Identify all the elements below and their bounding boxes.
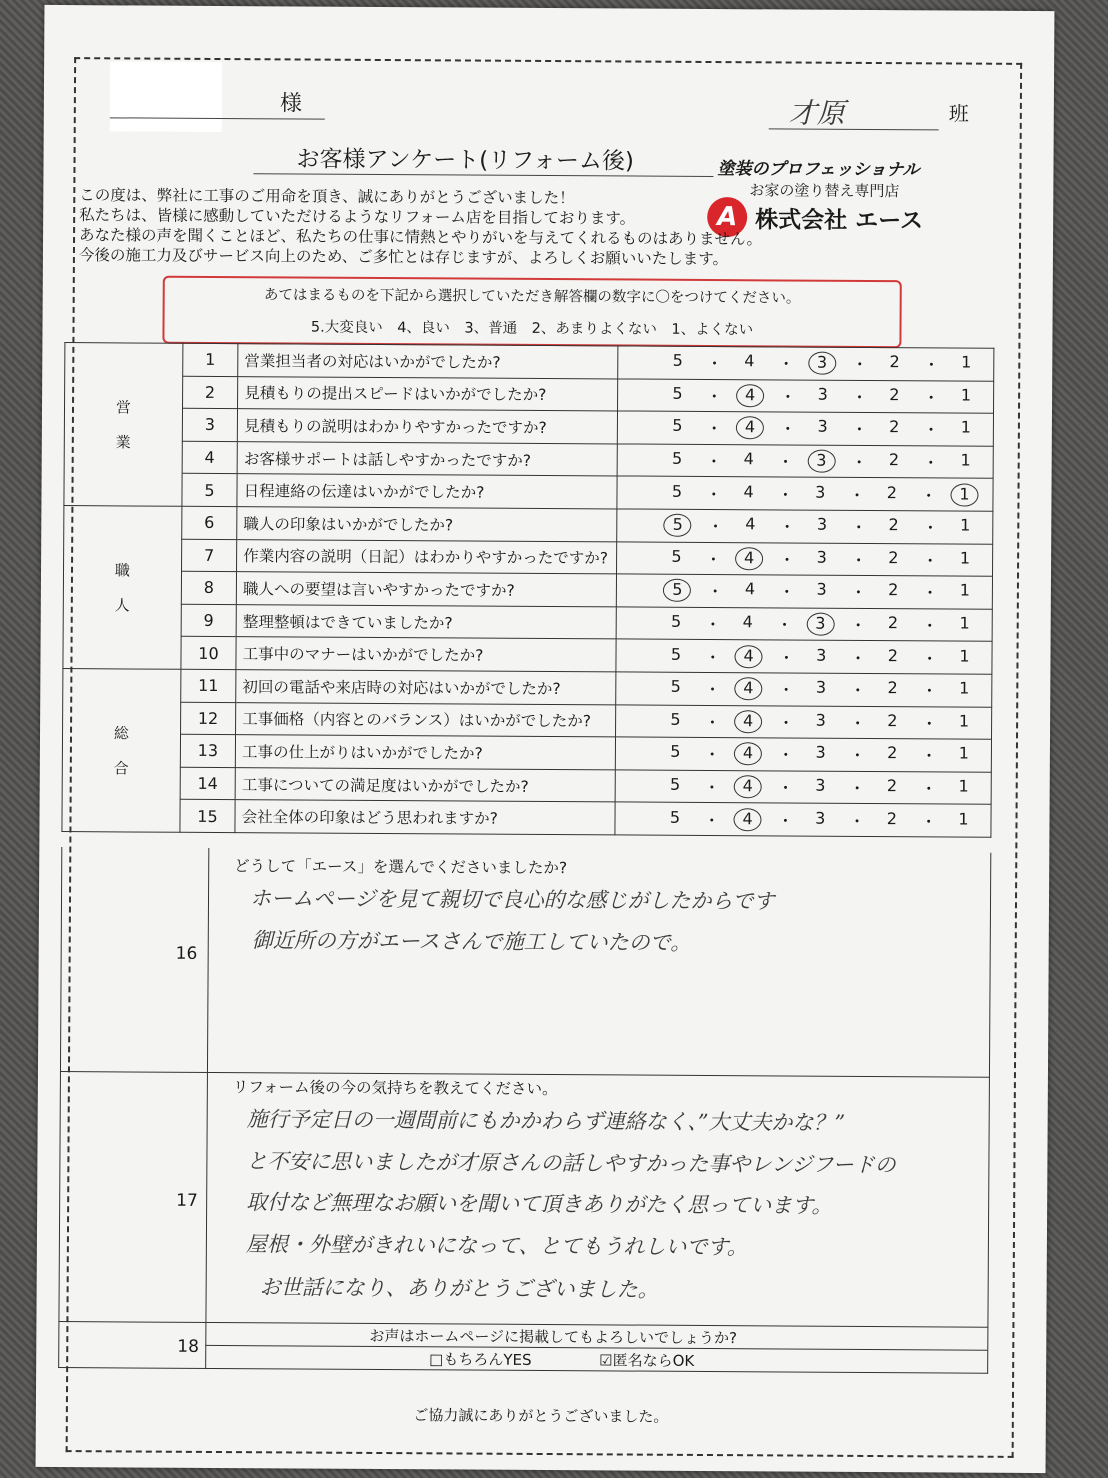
separator-dot: ・ xyxy=(850,615,867,636)
question-text: 見積もりの提出スピードはいかがでしたか? xyxy=(238,376,618,411)
separator-dot: ・ xyxy=(703,777,721,798)
rating-option-4[interactable]: 4 xyxy=(735,547,763,570)
company-subtitle: お家の塗り替え専門店 xyxy=(749,181,900,201)
rating-option-2[interactable]: 2 xyxy=(887,613,899,633)
question-text: 見積もりの説明はわかりやすかったですか? xyxy=(237,409,617,444)
rating-option-2[interactable]: 2 xyxy=(886,482,897,502)
separator-dot: ・ xyxy=(922,420,940,440)
rating-option-1[interactable]: 1 xyxy=(960,385,972,405)
question-text: 工事の仕上がりはいかがでしたか? xyxy=(235,735,615,770)
honorific-sama: 様 xyxy=(279,91,302,117)
question-number: 14 xyxy=(180,767,236,800)
intro-line: この度は、弊社に工事のご用命を頂き、誠にありがとうございました！ xyxy=(79,186,575,208)
separator-dot: ・ xyxy=(707,517,724,537)
question-number: 15 xyxy=(180,800,236,833)
q17-answer-line: と不安に思いましたが才原さんの話しやすかった事やレンジフードの xyxy=(246,1149,896,1178)
separator-dot: ・ xyxy=(706,419,723,439)
question-number: 10 xyxy=(181,637,237,670)
separator-dot: ・ xyxy=(850,518,867,538)
category-overall xyxy=(62,668,181,832)
separator-dot: ・ xyxy=(779,419,796,440)
number-column-divider xyxy=(207,848,209,1072)
separator-dot: ・ xyxy=(779,387,797,407)
separator-dot: ・ xyxy=(851,355,868,375)
question-number: 11 xyxy=(181,669,237,702)
separator-dot: ・ xyxy=(851,420,868,440)
page-title: お客様アンケート(リフォーム後) xyxy=(296,146,635,175)
separator-dot: ・ xyxy=(922,453,939,473)
team-name: 才原 xyxy=(788,96,845,130)
separator-dot: ・ xyxy=(920,779,937,799)
rating-option-4[interactable]: 4 xyxy=(734,677,762,700)
category-char: 総 xyxy=(113,724,129,743)
separator-dot: ・ xyxy=(704,647,721,667)
rating-option-1[interactable]: 1 xyxy=(958,809,969,829)
instructions-box xyxy=(162,276,901,349)
separator-dot: ・ xyxy=(921,648,938,669)
q17-number: 17 xyxy=(176,1190,198,1211)
rating-option-4[interactable]: 4 xyxy=(744,351,755,371)
question-number: 9 xyxy=(181,604,237,637)
separator-dot: ・ xyxy=(779,517,796,537)
survey-sheet xyxy=(36,5,1055,1473)
q18-number: 18 xyxy=(177,1336,199,1357)
separator-dot: ・ xyxy=(778,550,796,570)
rating-option-4[interactable]: 4 xyxy=(743,449,754,469)
separator-dot: ・ xyxy=(848,811,866,831)
q17-answer-line: お世話になり、ありがとうございました。 xyxy=(259,1275,659,1302)
category-char: 営 xyxy=(115,398,131,417)
rating-option-4[interactable]: 4 xyxy=(734,710,762,733)
rating-options xyxy=(617,476,993,511)
scale-legend: 5.大変良い 4、良い 3、普通 2、あまりよくない 1、よくない xyxy=(310,319,754,339)
rating-option-1[interactable]: 1 xyxy=(950,483,978,506)
separator-dot: ・ xyxy=(777,745,794,765)
question-text: 工事についての満足度はいかがでしたか? xyxy=(235,767,615,802)
separator-dot: ・ xyxy=(920,811,937,832)
rating-option-4[interactable]: 4 xyxy=(734,808,762,831)
rating-option-2[interactable]: 2 xyxy=(887,710,898,730)
separator-dot: ・ xyxy=(920,485,937,506)
rating-option-3[interactable]: 3 xyxy=(816,580,827,600)
rating-option-4[interactable]: 4 xyxy=(743,481,754,501)
rating-option-4[interactable]: 4 xyxy=(742,612,753,632)
rating-option-3[interactable]: 3 xyxy=(817,384,828,404)
question-number: 6 xyxy=(181,506,237,539)
rating-option-3[interactable]: 3 xyxy=(816,514,828,534)
separator-dot: ・ xyxy=(849,713,866,733)
rating-option-5[interactable]: 5 xyxy=(664,514,692,537)
rating-option-3[interactable]: 3 xyxy=(808,352,836,375)
separator-dot: ・ xyxy=(777,485,794,505)
rating-option-1[interactable]: 1 xyxy=(959,678,970,698)
company-tagline: 塗装のプロフェッショナル xyxy=(717,159,920,181)
separator-dot: ・ xyxy=(778,648,795,668)
separator-dot: ・ xyxy=(705,484,722,504)
rating-option-4[interactable]: 4 xyxy=(735,645,763,668)
question-text: 初回の電話や来店時の対応はいかがでしたか? xyxy=(236,670,616,705)
q16-answer-line: 御近所の方がエースさんで施工していたので。 xyxy=(251,928,692,955)
category-char: 職 xyxy=(114,561,130,580)
separator-dot: ・ xyxy=(703,810,720,830)
question-text: 工事価格（内容とのバランス）はいかがでしたか? xyxy=(236,702,616,737)
q18-option-yes[interactable]: □もちろんYES xyxy=(429,1350,532,1369)
rating-options xyxy=(618,411,994,446)
category-craftsmen xyxy=(63,506,182,670)
rating-option-1[interactable]: 1 xyxy=(959,548,971,568)
rating-option-1[interactable]: 1 xyxy=(958,711,970,731)
question-text: 日程連絡の伝達はいかがでしたか? xyxy=(237,474,617,509)
separator-dot: ・ xyxy=(704,680,721,700)
redacted-customer-name xyxy=(110,61,222,132)
separator-dot: ・ xyxy=(921,681,938,701)
logo-letter: A xyxy=(717,202,738,233)
question-number: 4 xyxy=(182,441,238,474)
separator-dot: ・ xyxy=(921,583,939,603)
separator-dot: ・ xyxy=(704,745,721,765)
rating-options xyxy=(616,770,992,805)
question-text: 作業内容の説明（日記）はわかりやすかったですか? xyxy=(237,539,617,574)
separator-dot: ・ xyxy=(921,714,938,734)
question-number: 3 xyxy=(182,408,238,441)
rating-option-5[interactable]: 5 xyxy=(663,579,691,602)
rating-option-1[interactable]: 1 xyxy=(960,515,971,535)
q17-answer-line: 屋根・外壁がきれいになって、とてもうれしいです。 xyxy=(245,1232,748,1260)
rating-option-3[interactable]: 3 xyxy=(815,808,826,828)
rating-option-2[interactable]: 2 xyxy=(888,450,900,470)
separator-dot: ・ xyxy=(706,354,723,374)
rating-options xyxy=(617,509,993,544)
question-number: 7 xyxy=(181,539,237,572)
rating-option-5[interactable]: 5 xyxy=(670,774,681,794)
rating-option-1[interactable]: 1 xyxy=(961,352,972,372)
rating-option-3[interactable]: 3 xyxy=(815,775,826,795)
category-char: 業 xyxy=(115,433,131,452)
rating-option-4[interactable]: 4 xyxy=(745,514,756,534)
rating-options xyxy=(618,379,994,414)
separator-dot: ・ xyxy=(777,452,794,472)
category-char: 人 xyxy=(114,596,130,615)
separator-dot: ・ xyxy=(921,616,938,636)
q18-box xyxy=(58,1322,988,1374)
separator-dot: ・ xyxy=(704,712,721,732)
rating-option-2[interactable]: 2 xyxy=(888,515,899,535)
separator-dot: ・ xyxy=(920,746,938,766)
rating-option-2[interactable]: 2 xyxy=(888,580,899,600)
questions-table xyxy=(61,342,994,838)
separator-dot: ・ xyxy=(851,452,868,473)
separator-dot: ・ xyxy=(849,778,866,798)
separator-dot: ・ xyxy=(777,811,794,831)
q18-question: お声はホームページに掲載してもよろしいでしょうか? xyxy=(369,1326,738,1348)
footer-thanks: ご協力誠にありがとうございました。 xyxy=(413,1406,669,1426)
rating-option-5[interactable]: 5 xyxy=(671,481,683,501)
question-text: 職人への要望は言いやすかったですか? xyxy=(236,572,616,607)
question-text: 会社全体の印象はどう思われますか? xyxy=(235,800,615,835)
rating-option-3[interactable]: 3 xyxy=(815,743,826,763)
rating-option-2[interactable]: 2 xyxy=(887,645,898,665)
question-text: お客様サポートは話しやすかったですか? xyxy=(237,441,617,476)
separator-dot: ・ xyxy=(704,615,722,635)
rating-options xyxy=(617,607,993,642)
intro-line: あなた様の声を聞くことほど、私たちの仕事に情熱とやりがいを与えてくれるものはありません。 xyxy=(79,226,763,249)
rating-options xyxy=(618,444,994,479)
rating-option-3[interactable]: 3 xyxy=(815,482,826,502)
category-char: 合 xyxy=(113,759,129,778)
separator-dot: ・ xyxy=(705,549,722,569)
rating-option-2[interactable]: 2 xyxy=(887,678,898,698)
rating-options xyxy=(616,737,992,772)
question-number: 12 xyxy=(180,702,236,735)
rating-option-1[interactable]: 1 xyxy=(959,646,970,666)
rating-options xyxy=(616,672,992,707)
q16-box xyxy=(60,847,991,1078)
rating-option-4[interactable]: 4 xyxy=(736,384,764,407)
rating-option-5[interactable]: 5 xyxy=(670,742,681,762)
q16-question: どうして「エース」を選んでくださいましたか? xyxy=(234,857,568,878)
separator-dot: ・ xyxy=(850,550,867,570)
rating-option-5[interactable]: 5 xyxy=(670,709,681,729)
rating-option-5[interactable]: 5 xyxy=(671,546,682,566)
rating-option-2[interactable]: 2 xyxy=(889,384,900,405)
category-sales xyxy=(64,343,183,507)
separator-dot: ・ xyxy=(778,582,795,602)
rating-option-2[interactable]: 2 xyxy=(889,352,900,372)
separator-dot: ・ xyxy=(849,648,867,668)
rating-option-1[interactable]: 1 xyxy=(958,776,969,796)
rating-option-3[interactable]: 3 xyxy=(817,417,828,437)
intro-line: 今後の施工力及びサービス向上のため、ご多忙とは存じますが、よろしくお願いいたします。 xyxy=(78,246,729,269)
rating-option-2[interactable]: 2 xyxy=(886,808,897,828)
rating-option-2[interactable]: 2 xyxy=(887,743,898,763)
instructions-text: あてはまるものを下記から選択していただき解答欄の数字に〇をつけてください。 xyxy=(263,287,801,307)
rating-option-5[interactable]: 5 xyxy=(671,611,682,631)
rating-options xyxy=(615,802,991,837)
rating-option-3[interactable]: 3 xyxy=(816,645,827,665)
rating-option-4[interactable]: 4 xyxy=(734,743,762,766)
q17-box xyxy=(58,1072,990,1328)
separator-dot: ・ xyxy=(849,681,866,701)
rating-option-5[interactable]: 5 xyxy=(672,416,683,436)
rating-option-2[interactable]: 2 xyxy=(886,776,898,796)
rating-option-1[interactable]: 1 xyxy=(960,418,971,438)
company-name: 株式会社 エース xyxy=(755,207,924,235)
separator-dot: ・ xyxy=(777,713,795,733)
rating-option-5[interactable]: 5 xyxy=(670,644,682,664)
question-number: 5 xyxy=(182,474,238,507)
q16-answer-line: ホームページを見て親切で良心的な感じがしたからです xyxy=(249,886,775,914)
rating-option-1[interactable]: 1 xyxy=(958,743,970,764)
rating-options xyxy=(616,704,992,739)
rating-options xyxy=(616,639,992,674)
question-row xyxy=(62,799,991,837)
rating-option-2[interactable]: 2 xyxy=(888,547,899,568)
question-text: 整理整頓はできていましたか? xyxy=(236,604,616,639)
q18-option-anonymous[interactable]: ☑匿名ならOK xyxy=(599,1351,695,1370)
separator-dot: ・ xyxy=(850,583,867,603)
question-number: 8 xyxy=(181,571,237,604)
intro-text xyxy=(79,185,762,269)
rating-option-3[interactable]: 3 xyxy=(816,547,827,567)
q17-answer-line: 施行予定日の一週間前にもかかわらず連絡なく、”大丈夫かな？” xyxy=(246,1107,846,1135)
number-column-divider xyxy=(205,1073,208,1322)
rating-option-1[interactable]: 1 xyxy=(960,450,971,470)
rating-option-5[interactable]: 5 xyxy=(669,807,681,827)
rating-option-1[interactable]: 1 xyxy=(959,580,971,601)
separator-dot: ・ xyxy=(777,778,794,798)
rating-option-4[interactable]: 4 xyxy=(744,579,756,599)
question-text: 工事中のマナーはいかがでしたか? xyxy=(236,637,616,672)
rating-option-2[interactable]: 2 xyxy=(889,417,900,437)
separator-dot: ・ xyxy=(778,680,795,700)
q16-number: 16 xyxy=(175,943,198,964)
separator-dot: ・ xyxy=(923,388,940,408)
separator-dot: ・ xyxy=(706,386,723,406)
rating-option-3[interactable]: 3 xyxy=(807,450,835,473)
q17-question: リフォーム後の今の気持ちを教えてください。 xyxy=(232,1078,558,1099)
rating-options xyxy=(617,574,993,609)
separator-dot: ・ xyxy=(922,518,939,538)
intro-line: 私たちは、皆様に感動していただけるようなリフォーム店を目指しております。 xyxy=(79,206,636,228)
rating-options xyxy=(617,541,993,576)
question-number: 2 xyxy=(182,376,238,409)
rating-option-5[interactable]: 5 xyxy=(672,448,683,468)
rating-option-4[interactable]: 4 xyxy=(734,775,762,798)
separator-dot: ・ xyxy=(851,387,868,407)
separator-dot: ・ xyxy=(923,355,940,375)
question-text: 営業担当者の対応はいかがでしたか? xyxy=(238,344,618,379)
rating-option-5[interactable]: 5 xyxy=(670,677,681,697)
rating-option-3[interactable]: 3 xyxy=(806,613,834,636)
rating-option-1[interactable]: 1 xyxy=(959,613,970,633)
separator-dot: ・ xyxy=(778,354,795,374)
separator-dot: ・ xyxy=(705,452,723,472)
rating-option-3[interactable]: 3 xyxy=(815,677,827,697)
separator-dot: ・ xyxy=(707,582,724,602)
question-number: 1 xyxy=(182,343,238,376)
rating-option-4[interactable]: 4 xyxy=(736,417,764,440)
q17-answer-line: 取付など無理なお願いを聞いて頂きありがたく思っています。 xyxy=(246,1190,833,1218)
question-number: 13 xyxy=(180,734,236,767)
rating-options xyxy=(618,346,994,381)
question-text: 職人の印象はいかがでしたか? xyxy=(237,507,617,542)
separator-dot: ・ xyxy=(849,746,866,766)
separator-dot: ・ xyxy=(922,551,939,571)
rating-option-5[interactable]: 5 xyxy=(672,351,683,371)
team-suffix: 班 xyxy=(948,101,969,126)
separator-dot: ・ xyxy=(776,615,793,635)
rating-option-3[interactable]: 3 xyxy=(815,710,826,730)
separator-dot: ・ xyxy=(848,485,866,505)
rating-option-5[interactable]: 5 xyxy=(672,383,683,403)
